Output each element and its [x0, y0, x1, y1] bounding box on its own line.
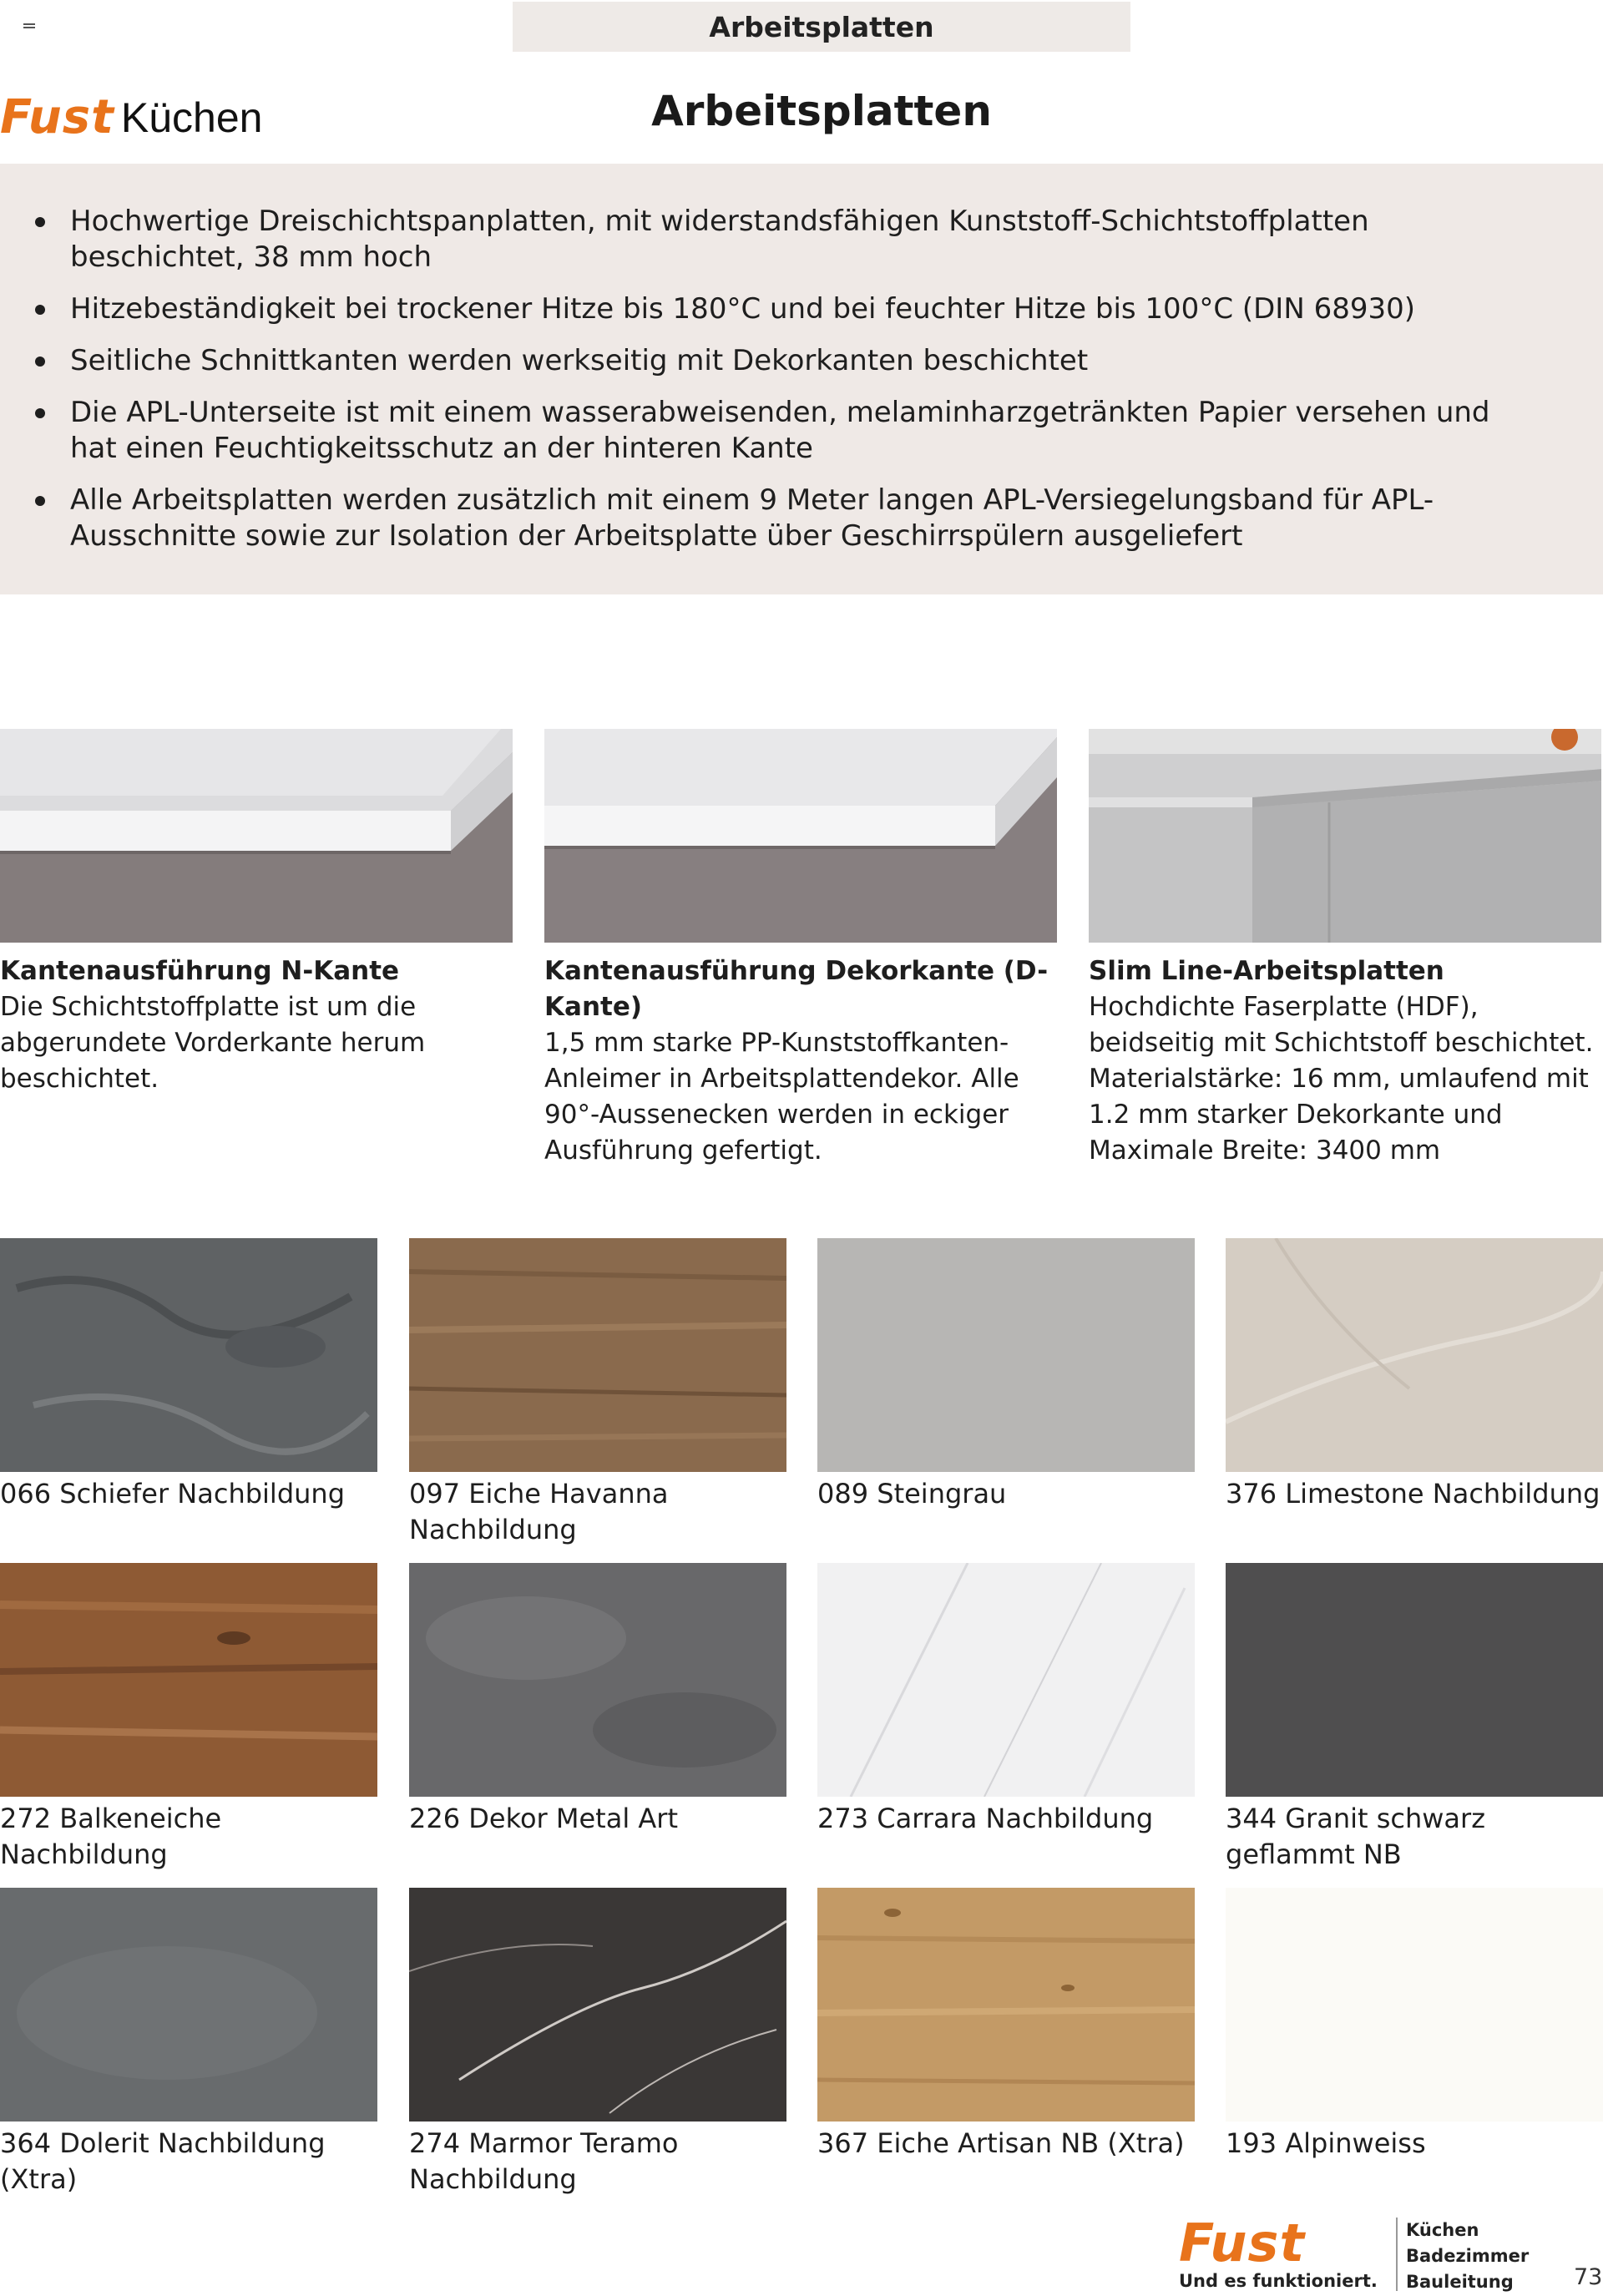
footer-category: Küchen: [1406, 2220, 1479, 2240]
feature-text: Alle Arbeitsplatten werden zusätzlich mit einem 9 Meter langen APL-Versiegelungsband für APL-Ausschnitte sowie zur Isolation der Arbeitsplatte über Geschirrspülern ausgeliefert: [70, 483, 1434, 553]
swatch-carrara: [817, 1563, 1195, 1797]
feature-text: Seitliche Schnittkanten werden werkseitig mit Dekorkanten beschichtet: [70, 344, 1089, 377]
edge-title: Kantenausführung N-Kante: [0, 956, 400, 986]
logo-brand: Fust: [0, 90, 114, 144]
bullet-icon: [35, 496, 45, 506]
footer-divider: [1396, 2218, 1398, 2291]
swatch-label: 226 Dekor Metal Art: [409, 1803, 678, 1834]
bullet-icon: [35, 217, 45, 227]
footer-category: Badezimmer: [1406, 2246, 1530, 2266]
page-number: 73: [1574, 2264, 1603, 2290]
swatch-label: 376 Limestone Nachbildung: [1226, 1478, 1600, 1510]
edge-caption: [1089, 953, 1601, 1169]
swatch-label: 066 Schiefer Nachbildung: [0, 1478, 345, 1510]
n-kante-image: [0, 729, 513, 943]
logo-suffix: Küchen: [120, 94, 263, 141]
slim-line-image: [1089, 729, 1601, 943]
swatch-eiche-artisan: [817, 1888, 1195, 2122]
intro-box: [0, 164, 1603, 594]
header-tab: Arbeitsplatten: [513, 2, 1130, 52]
menu-icon[interactable]: [23, 23, 35, 32]
swatch-label: 273 Carrara Nachbildung: [817, 1803, 1154, 1834]
feature-text: Hitzebeständigkeit bei trockener Hitze bis 180°C und bei feuchter Hitze bis 100°C (DIN 68930): [70, 292, 1415, 326]
fust-kuechen-logo: [0, 90, 263, 144]
edge-text: Hochdichte Faserplatte (HDF), beidseitig mit Schichtstoff beschichtet. Materialstärke: 16 mm, umlaufend mit 1.2 mm starker Dekorkante und Maximale Breite: 3400 mm: [1089, 992, 1594, 1166]
swatch-label: 344 Granit schwarz geflammt NB: [1226, 1803, 1485, 1870]
swatch-label: 089 Steingrau: [817, 1478, 1007, 1510]
feature-item: [33, 204, 1545, 276]
swatch-label: 367 Eiche Artisan NB (Xtra): [817, 2127, 1185, 2159]
swatch-balkeneiche: [0, 1563, 377, 1797]
edge-title: Kantenausführung Dekorkante (D-Kante): [544, 956, 1049, 1022]
swatch-marmor-teramo: [409, 1888, 786, 2122]
swatch-schiefer: [0, 1238, 377, 1472]
swatch-limestone: [1226, 1238, 1603, 1472]
swatch-dolerit: [0, 1888, 377, 2122]
bullet-icon: [35, 408, 45, 418]
swatch-metal-art: [409, 1563, 786, 1797]
edge-text: 1,5 mm starke PP-Kunststoffkanten-Anleimer in Arbeitsplattendekor. Alle 90°-Aussenecken werden in eckiger Ausführung gefertigt.: [544, 1028, 1019, 1166]
feature-item: [33, 291, 1545, 327]
feature-item: [33, 483, 1545, 554]
swatch-label: 364 Dolerit Nachbildung (Xtra): [0, 2127, 326, 2195]
d-kante-image: [544, 729, 1057, 943]
swatch-label: 193 Alpinweiss: [1226, 2127, 1426, 2159]
feature-text: Die APL-Unterseite ist mit einem wasserabweisenden, melaminharzgetränkten Papier versehen und hat einen Feuchtigkeitsschutz an der hinteren Kante: [70, 396, 1490, 465]
bullet-icon: [35, 305, 45, 315]
edge-title: Slim Line-Arbeitsplatten: [1089, 956, 1444, 986]
page-title: Arbeitsplatten: [651, 87, 992, 135]
footer-category: Bauleitung: [1406, 2272, 1514, 2292]
footer-slogan: Und es funktioniert.: [1179, 2271, 1378, 2291]
footer-logo: [1179, 2213, 1394, 2291]
feature-item: [33, 343, 1545, 379]
bullet-icon: [35, 357, 45, 367]
edge-text: Die Schichtstoffplatte ist um die abgerundete Vorderkante herum beschichtet.: [0, 992, 426, 1094]
swatch-eiche-havanna: [409, 1238, 786, 1472]
swatch-alpinweiss: [1226, 1888, 1603, 2122]
swatch-steingrau: [817, 1238, 1195, 1472]
swatch-label: 097 Eiche Havanna Nachbildung: [409, 1478, 669, 1545]
edge-caption: [544, 953, 1057, 1169]
footer-categories: [1406, 2218, 1529, 2295]
feature-list: [33, 204, 1545, 554]
footer-brand: Fust: [1179, 2213, 1306, 2273]
swatch-label: 272 Balkeneiche Nachbildung: [0, 1803, 222, 1870]
swatch-granit-schwarz: [1226, 1563, 1603, 1797]
feature-item: [33, 395, 1545, 467]
edge-caption: [0, 953, 513, 1097]
swatch-label: 274 Marmor Teramo Nachbildung: [409, 2127, 679, 2195]
feature-text: Hochwertige Dreischichtspanplatten, mit widerstandsfähigen Kunststoff-Schichtstoffplatten beschichtet, 38 mm hoch: [70, 205, 1369, 274]
